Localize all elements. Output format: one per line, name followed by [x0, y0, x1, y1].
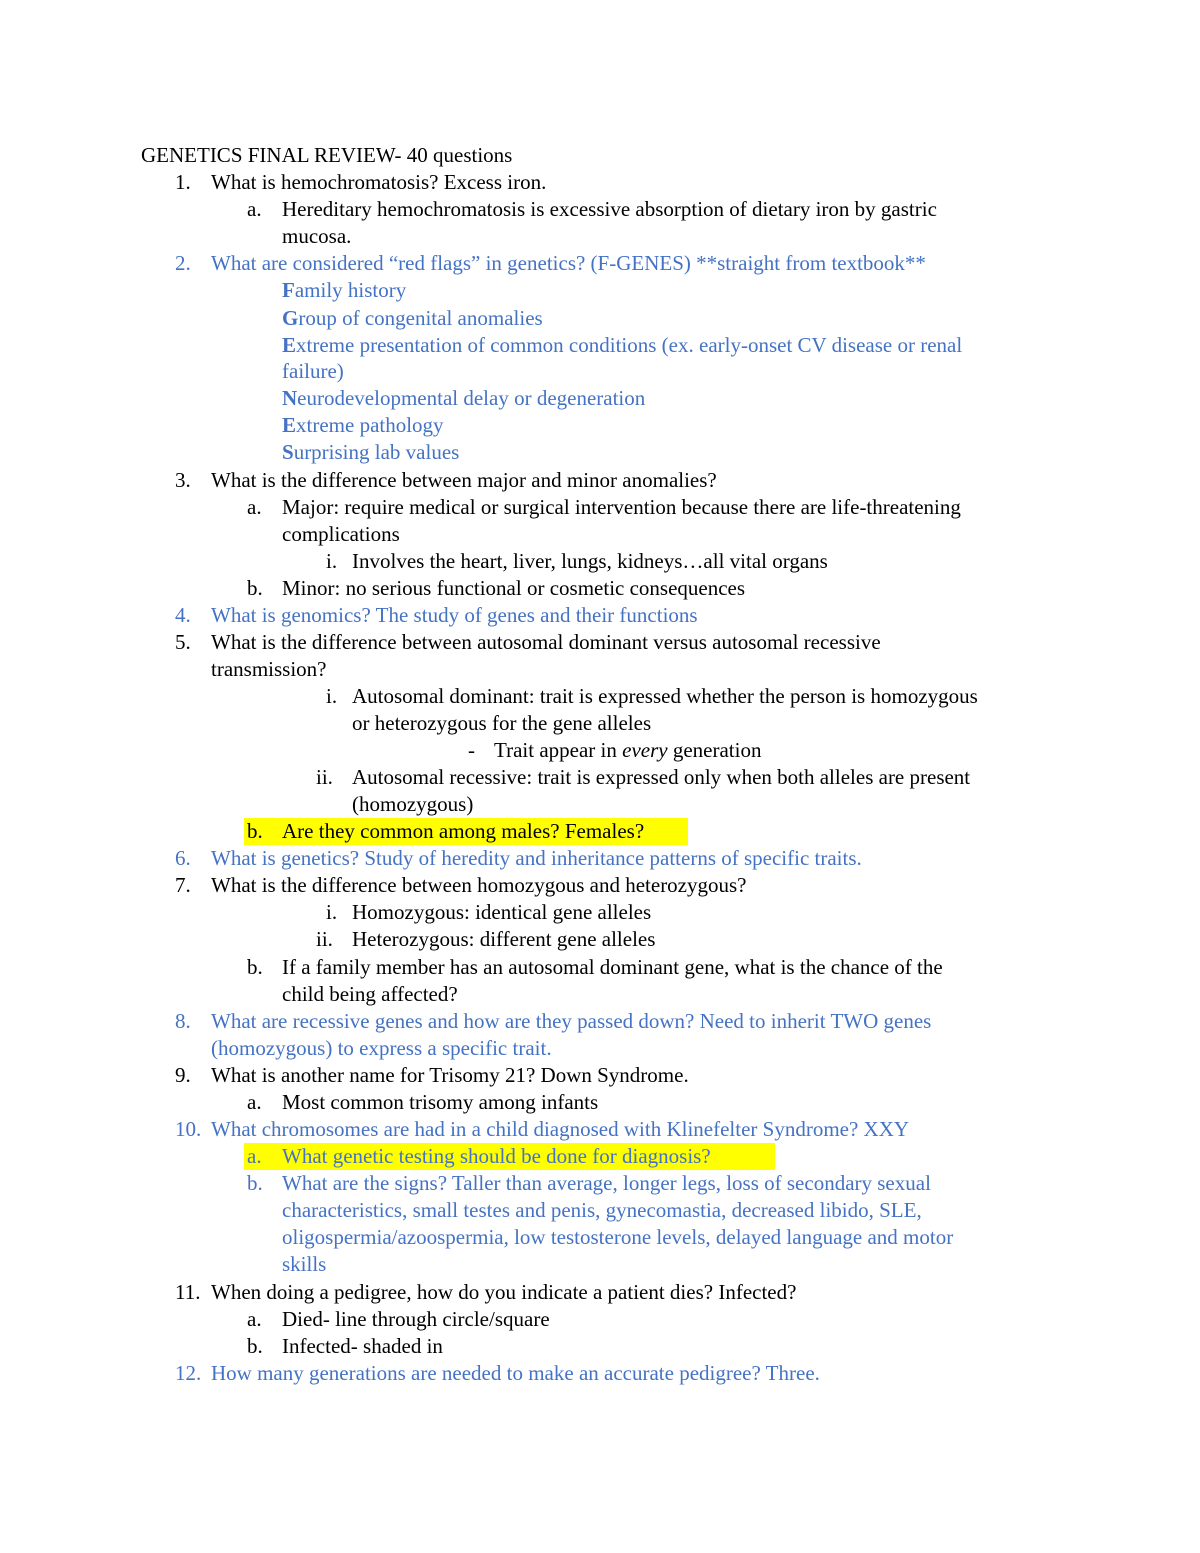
answer-5ii-line1: Autosomal recessive: trait is expressed only when both alleles are present — [352, 765, 971, 789]
list-number: 4. — [175, 603, 191, 627]
list-roman: i. — [326, 900, 338, 924]
question-8-line1: What are recessive genes and how are they passed down? Need to inherit TWO genes — [211, 1009, 932, 1033]
fgenes-item: failure) — [282, 359, 344, 383]
question-7b-line2: child being affected? — [282, 982, 458, 1006]
fgenes-item: Extreme pathology — [282, 413, 444, 437]
fgenes-item: Family history — [282, 278, 407, 302]
answer-11b: Infected- shaded in — [282, 1334, 443, 1358]
answer-10b-line1: What are the signs? Taller than average, longer legs, loss of secondary sexual — [282, 1171, 931, 1195]
fgenes-item: Neurodevelopmental delay or degeneration — [282, 386, 646, 410]
highlighted-question-5b: b. Are they common among males? Females? — [244, 818, 688, 845]
answer-3b: Minor: no serious functional or cosmetic consequences — [282, 576, 746, 600]
list-roman: i. — [326, 549, 338, 573]
fgenes-item: Surprising lab values — [282, 440, 460, 464]
list-number: 11. — [175, 1280, 201, 1304]
list-number: 12. — [175, 1361, 202, 1385]
question-4: What is genomics? The study of genes and their functions — [211, 603, 698, 627]
list-number: 8. — [175, 1009, 191, 1033]
answer-9a: Most common trisomy among infants — [282, 1090, 599, 1114]
list-letter: b. — [247, 1171, 263, 1195]
answer-3a-line2: complications — [282, 522, 400, 546]
list-number: 5. — [175, 630, 191, 654]
answer-5i-line2: or heterozygous for the gene alleles — [352, 711, 652, 735]
list-roman: ii. — [316, 927, 333, 951]
list-letter: b. — [247, 1334, 263, 1358]
list-number: 10. — [175, 1117, 202, 1141]
answer-5-dash: Trait appear in every generation — [494, 738, 762, 762]
question-7b-line1: If a family member has an autosomal dominant gene, what is the chance of the — [282, 955, 943, 979]
document-title: GENETICS FINAL REVIEW- 40 questions — [141, 143, 513, 167]
list-number: 3. — [175, 468, 191, 492]
answer-5i-line1: Autosomal dominant: trait is expressed whether the person is homozygous — [352, 684, 978, 708]
list-number: 1. — [175, 170, 191, 194]
answer-7i: Homozygous: identical gene alleles — [352, 900, 652, 924]
list-letter: a. — [247, 1090, 262, 1114]
question-5-line1: What is the difference between autosomal dominant versus autosomal recessive — [211, 630, 881, 654]
question-9: What is another name for Trisomy 21? Down Syndrome. — [211, 1063, 689, 1087]
question-2: What are considered “red flags” in genetics? (F-GENES) **straight from textbook** — [211, 251, 926, 275]
answer-3a-line1: Major: require medical or surgical intervention because there are life-threatening — [282, 495, 961, 519]
answer-7ii: Heterozygous: different gene alleles — [352, 927, 656, 951]
question-3: What is the difference between major and minor anomalies? — [211, 468, 717, 492]
highlighted-question-10a: a. What genetic testing should be done for diagnosis? — [244, 1143, 775, 1170]
answer-10b-line3: oligospermia/azoospermia, low testosterone levels, delayed language and motor — [282, 1225, 954, 1249]
question-7: What is the difference between homozygous and heterozygous? — [211, 873, 747, 897]
list-letter: a. — [247, 1307, 262, 1331]
list-letter: a. — [247, 495, 262, 519]
question-12: How many generations are needed to make an accurate pedigree? Three. — [211, 1361, 820, 1385]
question-6: What is genetics? Study of heredity and inheritance patterns of specific traits. — [211, 846, 862, 870]
list-number: 9. — [175, 1063, 191, 1087]
answer-11a: Died- line through circle/square — [282, 1307, 550, 1331]
list-letter: b. — [247, 955, 263, 979]
list-number: 6. — [175, 846, 191, 870]
question-1: What is hemochromatosis? Excess iron. — [211, 170, 547, 194]
answer-3ai: Involves the heart, liver, lungs, kidneys…all vital organs — [352, 549, 828, 573]
answer-5ii-line2: (homozygous) — [352, 792, 474, 816]
list-letter: a. — [247, 197, 262, 221]
fgenes-item: Group of congenital anomalies — [282, 306, 543, 330]
question-8-line2: (homozygous) to express a specific trait. — [211, 1036, 552, 1060]
list-dash: - — [468, 738, 475, 762]
list-letter: b. — [247, 576, 263, 600]
question-5-line2: transmission? — [211, 657, 327, 681]
list-roman: i. — [326, 684, 338, 708]
question-11: When doing a pedigree, how do you indicate a patient dies? Infected? — [211, 1280, 797, 1304]
fgenes-item: Extreme presentation of common conditions (ex. early-onset CV disease or renal — [282, 333, 963, 357]
answer-1a-line1: Hereditary hemochromatosis is excessive absorption of dietary iron by gastric — [282, 197, 937, 221]
list-number: 7. — [175, 873, 191, 897]
answer-10b-line4: skills — [282, 1252, 327, 1276]
answer-10b-line2: characteristics, small testes and penis, gynecomastia, decreased libido, SLE, — [282, 1198, 922, 1222]
list-number: 2. — [175, 251, 191, 275]
question-10: What chromosomes are had in a child diagnosed with Klinefelter Syndrome? XXY — [211, 1117, 910, 1141]
answer-1a-line2: mucosa. — [282, 224, 352, 248]
list-roman: ii. — [316, 765, 333, 789]
